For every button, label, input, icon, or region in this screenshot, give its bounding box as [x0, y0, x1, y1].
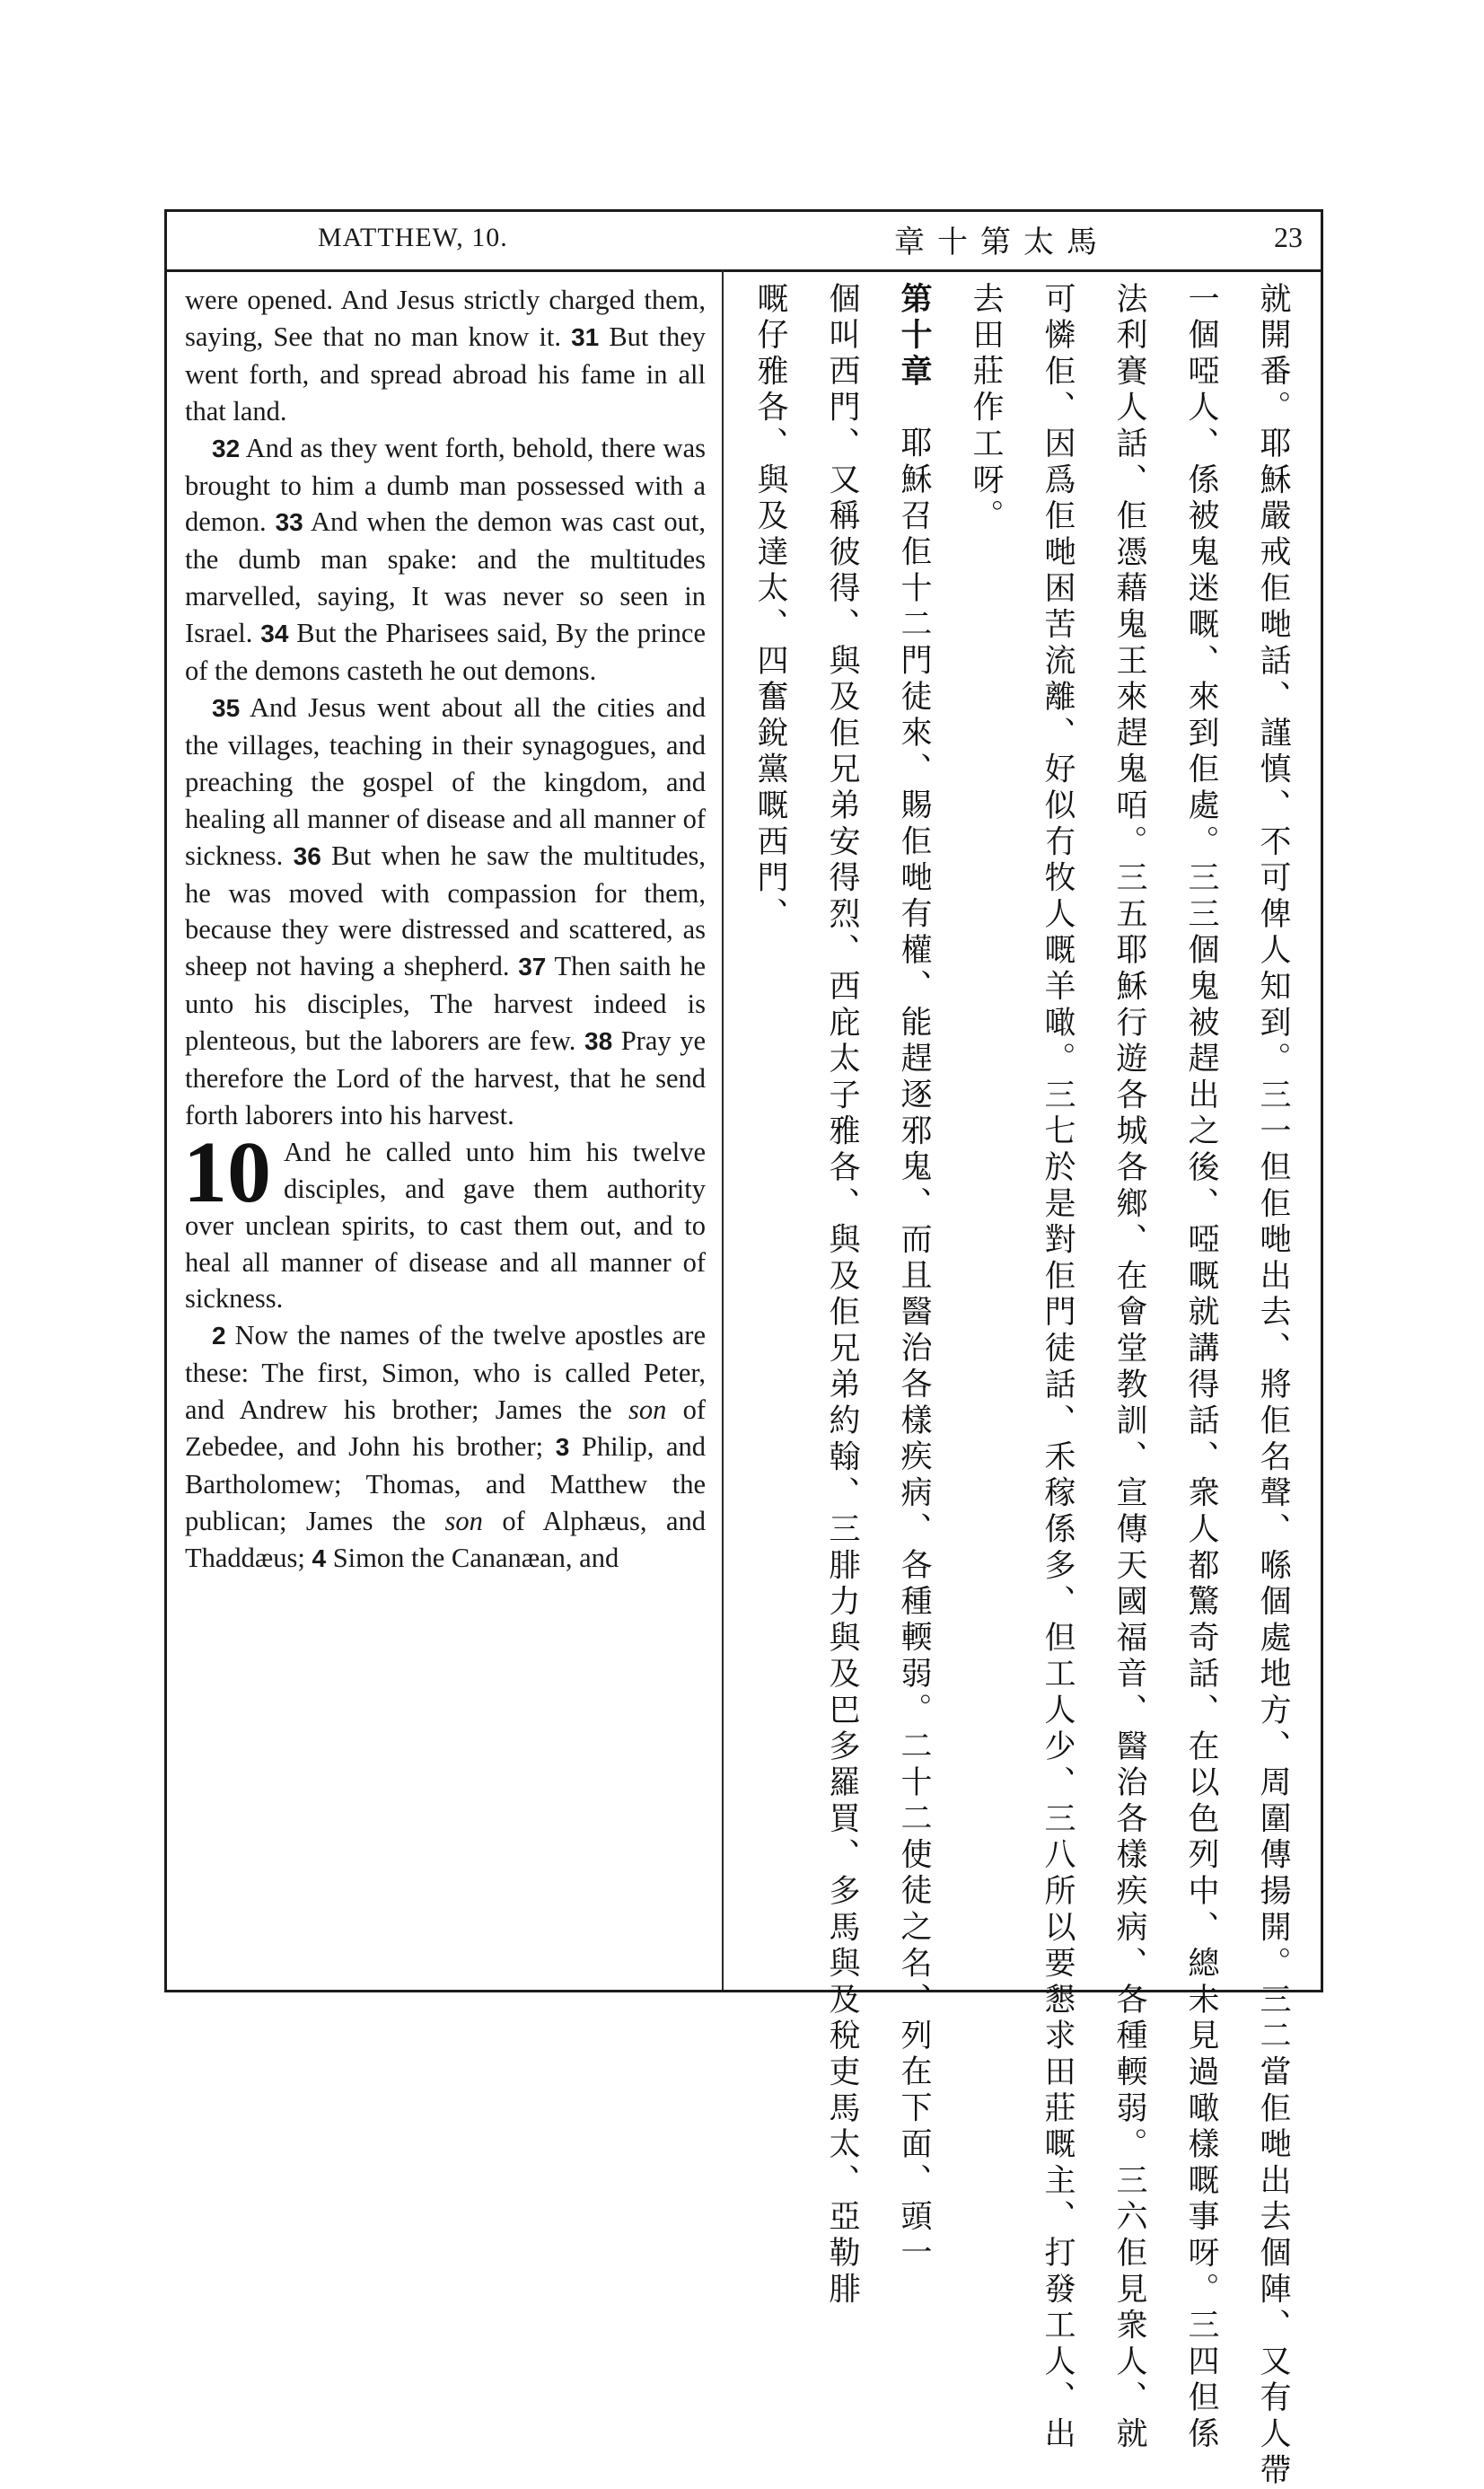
- chinese-column-text: 可憐佢、因爲佢哋困苦流離、好似冇牧人嘅羊噉。三七於是對佢門徒話、禾稼係多、但工人少、三八所以要懇求田莊嘅主、打發工人、出: [1040, 282, 1076, 2453]
- italic-word: son: [444, 1505, 483, 1536]
- verse-text: Philip, and Bartholomew; Thomas, and Matthew the publican; James the: [185, 1431, 706, 1536]
- verse-number: 38: [584, 1027, 613, 1056]
- chinese-column-text: 個叫西門、又稱彼得、與及佢兄弟安得烈、西庇太子雅各、與及佢兄弟約翰、三腓力與及巴多羅買、多馬與及稅吏馬太、亞勒腓: [824, 282, 860, 2309]
- chinese-column-text: 耶穌召佢十二門徒來、賜佢哋有權、能趕逐邪鬼、而且醫治各樣疾病、各種輭弱。二十二使徒之名、列在下面、頭一: [896, 426, 932, 2273]
- verse-number: 2: [212, 1322, 226, 1350]
- chinese-text-columns: [731, 282, 1308, 2489]
- verse-text: Simon the Cananæan, and: [326, 1542, 619, 1573]
- verse-text: But the Pharisees said, By the prince of the demons casteth he out demons.: [185, 618, 706, 687]
- verse-text: And he called unto him his twelve disciples, and gave them authority over unclean spirits, to cast them out, and to heal all manner of disease and all manner of sickness.: [185, 1136, 706, 1315]
- column-divider: [722, 269, 724, 1990]
- verse-text: Then saith he unto his disciples, The harvest indeed is plenteous, but the laborers are few.: [185, 951, 706, 1057]
- verse-number: 3: [555, 1433, 570, 1462]
- page-frame: [164, 209, 1323, 2489]
- chinese-column-text: 法利賽人話、佢憑藉鬼王來趕鬼咟。三五耶穌行遊各城各鄉、在會堂教訓、宣傳天國福音、醫治各樣疾病、各種輭弱。三六佢見衆人、就: [1111, 282, 1147, 2453]
- verse-text: And Jesus went about all the cities and the villages, teaching in their synagogues, and preaching the gospel of the kingdom, and healing all manner of disease and all manner of sickness.: [185, 691, 706, 871]
- chapter-number: 10: [183, 1123, 271, 1221]
- verse-number: 35: [212, 693, 241, 722]
- chinese-column-text: 嘅仔雅各、與及達太、四奮銳黨嘅西門、: [752, 282, 788, 934]
- verse-text: But they went forth, and spread abroad his fame in all that land.: [185, 321, 706, 427]
- chinese-column: [877, 282, 949, 2273]
- header-book-chinese: 章十第太馬: [894, 224, 1110, 260]
- chinese-column: [1236, 282, 1308, 2489]
- chinese-column-text: 去田莊作工呀。: [968, 282, 1004, 536]
- running-header: [167, 212, 1321, 272]
- chinese-column: [1164, 282, 1236, 2453]
- italic-word: son: [628, 1394, 667, 1426]
- chinese-column: [805, 282, 877, 2309]
- chinese-column: [949, 282, 1021, 1974]
- chinese-column-text: 就開番。耶穌嚴戒佢哋話、謹慎、不可俾人知到。三一但佢哋出去、將佢名聲、喺個處地方、周圍傳揚開。三二當佢哋出去個陣、又有人帶: [1255, 282, 1291, 2489]
- english-paragraph: [183, 1123, 706, 1318]
- verse-text: were opened. And Jesus strictly charged them, saying, See that no man know it.: [185, 285, 706, 352]
- verse-number: 31: [571, 322, 600, 351]
- chinese-column: [733, 282, 805, 1974]
- verse-text: of Alphæus, and Thaddæus;: [185, 1505, 706, 1573]
- chinese-column-text: 一個啞人、係被鬼迷嘅、來到佢處。三三個鬼被趕出之後、啞嘅就講得話、衆人都驚奇話、在以色列中、總未見過噉樣嘅事呀。三四但係: [1183, 282, 1219, 2453]
- verse-text: of Zebedee, and John his brother;: [185, 1394, 706, 1463]
- chinese-column: [1093, 282, 1164, 2453]
- chinese-chapter-heading: 第十章: [896, 282, 933, 391]
- verse-number: 36: [293, 841, 321, 870]
- page-number: 23: [1274, 221, 1303, 253]
- english-paragraph: [185, 1317, 706, 1577]
- verse-text: Now the names of the twelve apostles are these: The first, Simon, who is called Peter, and Andrew his brother; James the: [185, 1320, 706, 1426]
- header-book-english: MATTHEW, 10.: [318, 223, 508, 252]
- verse-number: 32: [212, 434, 241, 462]
- verse-number: 33: [275, 508, 303, 537]
- verse-text: And as they went forth, behold, there was brought to him a dumb man possessed with a demon.: [185, 432, 706, 538]
- verse-number: 37: [518, 953, 547, 981]
- english-paragraph: [185, 430, 706, 690]
- verse-text: Pray ye therefore the Lord of the harvest, that he send forth laborers into his harvest.: [185, 1025, 706, 1130]
- verse-number: 34: [260, 620, 289, 648]
- verse-text: And when the demon was cast out, the dumb man spake: and the multitudes marvelled, saying, It was never so seen in Israel.: [185, 506, 706, 649]
- english-paragraph: [185, 282, 706, 430]
- english-paragraph: [185, 690, 706, 1134]
- verse-number: 4: [312, 1544, 327, 1572]
- english-text-column: [185, 282, 706, 1578]
- verse-text: But when he saw the multitudes, he was moved with compassion for them, because they were distressed and scattered, as sheep not having a shepherd.: [185, 840, 706, 982]
- chinese-column: [1021, 282, 1093, 2453]
